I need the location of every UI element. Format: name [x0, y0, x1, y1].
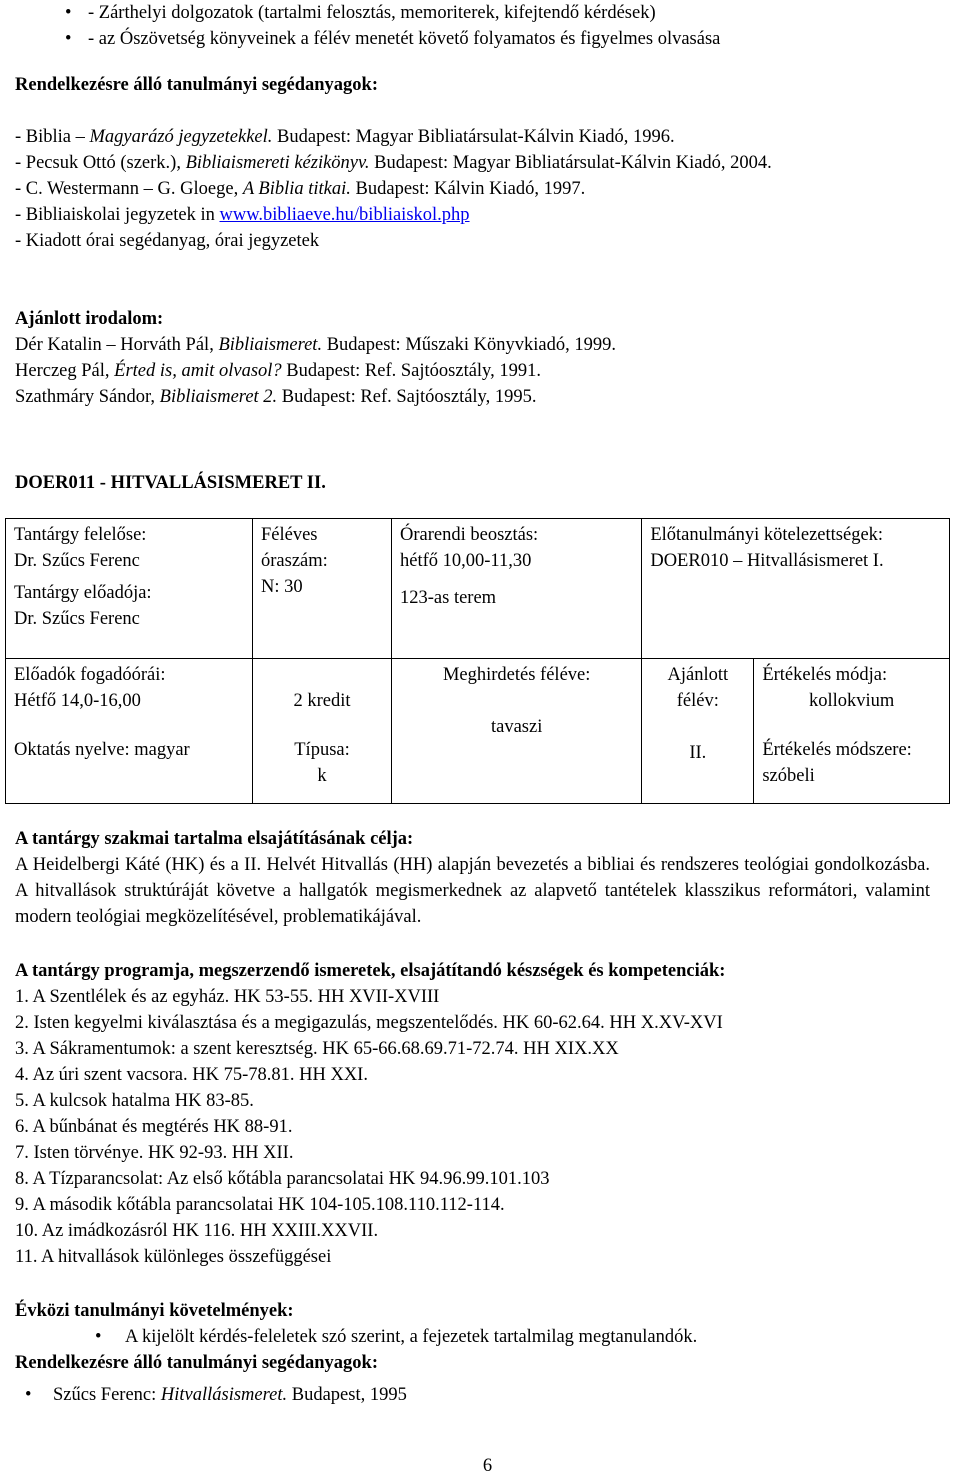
- course-title: DOER011 - HITVALLÁSISMERET II.: [15, 473, 326, 493]
- list-item: • A kijelölt kérdés-feleletek szó szerint, a fejezetek tartalmilag megtanulandók.: [15, 1324, 945, 1350]
- resource-line-5: - Kiadott órai segédanyag, órai jegyzetek: [15, 231, 320, 251]
- requirements-heading: Évközi tanulmányi követelmények:: [15, 1301, 294, 1321]
- resource-line-1: - Biblia – Magyarázó jegyzetekkel. Budapest: Magyar Bibliatársulat-Kálvin Kiadó, 1996.: [15, 127, 675, 147]
- resources-list-2: [15, 1382, 945, 1408]
- course-info-table: [5, 518, 950, 804]
- prerequisite-cell: Előtanulmányi kötelezettségek: DOER010 – Hitvallásismeret I.: [642, 519, 950, 659]
- program-heading: A tantárgy programja, megszerzendő ismeretek, elsajátítandó készségek és kompetenciák:: [15, 961, 726, 981]
- list-item: 8. A Tízparancsolat: Az első kőtábla parancsolatai HK 94.96.99.101.103: [15, 1169, 550, 1189]
- resources-heading-2: Rendelkezésre álló tanulmányi segédanyagok:: [15, 1353, 378, 1373]
- evaluation-method-cell: Értékelés módszere: szóbeli: [754, 734, 950, 804]
- aim-heading: A tantárgy szakmai tartalma elsajátításának célja:: [15, 829, 414, 849]
- resource-line-3: - C. Westermann – G. Gloege, A Biblia titkai. Budapest: Kálvin Kiadó, 1997.: [15, 179, 586, 199]
- page-number: 6: [482, 1456, 493, 1476]
- office-hours-cell: Előadók fogadóórái: Hétfő 14,0-16,00: [6, 659, 253, 735]
- resources-heading: Rendelkezésre álló tanulmányi segédanyagok:: [15, 75, 378, 95]
- announce-cell: Meghirdetés féléve: tavaszi: [392, 659, 642, 804]
- literature-heading: Ajánlott irodalom:: [15, 309, 164, 329]
- requirements-list: [15, 1324, 945, 1350]
- list-item: 3. A Sákramentumok: a szent keresztség. HK 65-66.68.69.71-72.74. HH XIX.XX: [15, 1039, 619, 1059]
- list-item: 5. A kulcsok hatalma HK 83-85.: [15, 1091, 254, 1111]
- program-list: [15, 984, 945, 1270]
- list-item: • Szűcs Ferenc: Hitvallásismeret. Budapest, 1995: [15, 1382, 945, 1408]
- list-item: 6. A bűnbánat és megtérés HK 88-91.: [15, 1117, 293, 1137]
- literature-line-3: Szathmáry Sándor, Bibliaismeret 2. Budapest: Ref. Sajtóosztály, 1995.: [15, 387, 537, 407]
- language-cell: Oktatás nyelve: magyar: [6, 734, 253, 804]
- schedule-cell: Órarendi beosztás: hétfő 10,00-11,30 123-as terem: [392, 519, 642, 659]
- resource-line-4: - Bibliaiskolai jegyzetek in www.bibliaeve.hu/bibliaiskol.php: [15, 205, 470, 225]
- list-item: 11. A hitvallások különleges összefüggései: [15, 1247, 332, 1267]
- recommended-semester-cell: Ajánlott félév: II.: [642, 659, 754, 804]
- list-item: 4. Az úri szent vacsora. HK 75-78.81. HH XXI.: [15, 1065, 368, 1085]
- list-item: • - Zárthelyi dolgozatok (tartalmi felosztás, memoriterek, kifejtendő kérdések): [15, 0, 945, 26]
- hours-cell: Féléves óraszám: N: 30: [253, 519, 392, 659]
- literature-line-1: Dér Katalin – Horváth Pál, Bibliaismeret. Budapest: Műszaki Könyvkiadó, 1999.: [15, 335, 616, 355]
- literature-line-2: Herczeg Pál, Érted is, amit olvasol? Budapest: Ref. Sajtóosztály, 1991.: [15, 361, 541, 381]
- document-page: [14, 0, 945, 1476]
- list-item: 1. A Szentlélek és az egyház. HK 53-55. HH XVII-XVIII: [15, 987, 440, 1007]
- list-item: • - az Ószövetség könyveinek a félév menetét követő folyamatos és figyelmes olvasása: [15, 26, 945, 52]
- aim-text: A Heidelbergi Káté (HK) és a II. Helvét Hitvallás (HH) alapján bevezetés a bibliai és rendszeres teológiai gondolkozásba. A hitvallások struktúráját követve a hallgatók megismerkednek az alapvető tantételek klasszikus reformátori, valamint modern teológiai megközelítésével, problematikájával.: [15, 855, 930, 927]
- intro-bullet-list: [15, 0, 945, 52]
- list-item: 10. Az imádkozásról HK 116. HH XXIII.XXVII.: [15, 1221, 379, 1241]
- list-item: 7. Isten törvénye. HK 92-93. HH XII.: [15, 1143, 294, 1163]
- credit-cell: 2 kredit: [253, 659, 392, 735]
- bibliaiskola-link[interactable]: www.bibliaeve.hu/bibliaiskol.php: [219, 205, 470, 225]
- list-item: 9. A második kőtábla parancsolatai HK 104-105.108.110.112-114.: [15, 1195, 505, 1215]
- resource-line-2: - Pecsuk Ottó (szerk.), Bibliaismereti kézikönyv. Budapest: Magyar Bibliatársulat-Kálvin Kiadó, 2004.: [15, 153, 772, 173]
- evaluation-cell: Értékelés módja: kollokvium: [754, 659, 950, 735]
- responsible-cell: Tantárgy felelőse: Dr. Szűcs Ferenc Tantárgy előadója: Dr. Szűcs Ferenc: [6, 519, 253, 659]
- type-cell: Típusa: k: [253, 734, 392, 804]
- list-item: 2. Isten kegyelmi kiválasztása és a megigazulás, megszentelődés. HK 60-62.64. HH X.XV-XVI: [15, 1013, 723, 1033]
